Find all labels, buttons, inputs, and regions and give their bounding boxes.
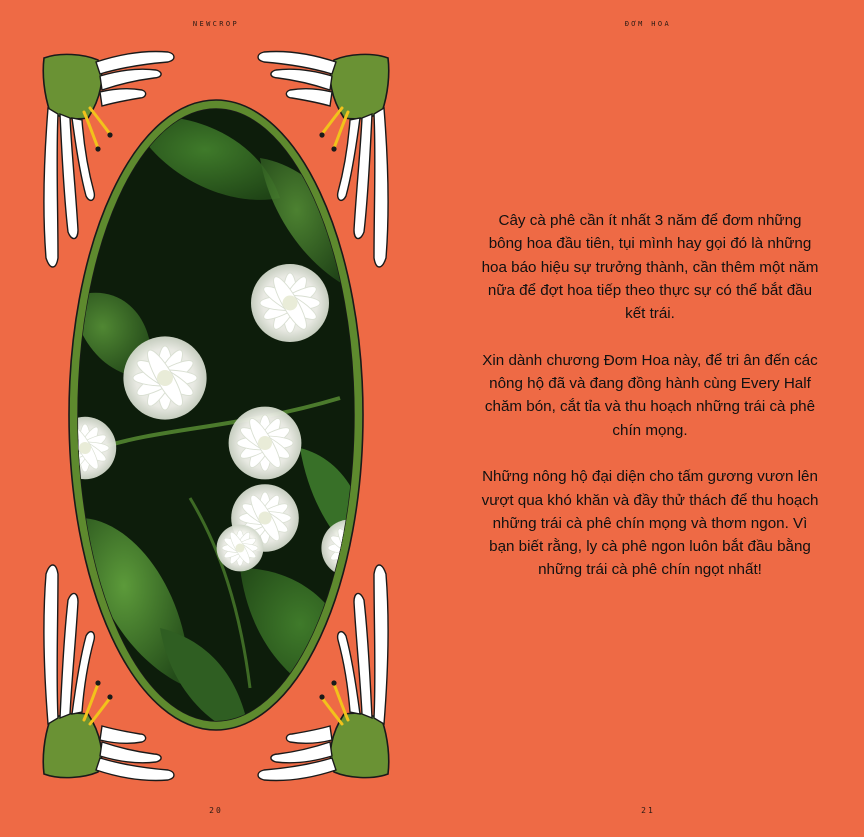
- running-head-right: ĐƠM HOA: [624, 20, 672, 28]
- coffee-blossom-illustration: [40, 48, 392, 784]
- chapter-intro-text: [480, 209, 820, 605]
- coffee-blossom-photo: [54, 103, 379, 738]
- paragraph-3: Những nông hộ đại diện cho tấm gương vươn lên vượt qua khó khăn và đầy thử thách để thu hoạch những trái cà phê chín mọng và thơm ngon. Vì bạn biết rằng, ly cà phê ngon luôn bắt đầu bằng những trái cà phê chín ngọt nhất!: [481, 468, 819, 579]
- page-number-right: 21: [641, 806, 655, 815]
- running-head-left: NEWCROP: [192, 20, 240, 28]
- paragraph-2: Xin dành chương Đơm Hoa này, để tri ân đến các nông hộ đã và đang đồng hành cùng Every Half chăm bón, cắt tỉa và thu hoạch những trái cà phê chín mọng.: [482, 351, 818, 439]
- page-number-left: 20: [209, 806, 223, 815]
- paragraph-1: Cây cà phê cần ít nhất 3 năm để đơm những bông hoa đầu tiên, tụi mình hay gọi đó là những hoa báo hiệu sự trưởng thành, cần thêm một năm nữa để đợt hoa tiếp theo thực sự có thể bắt đầu kết trái.: [481, 212, 819, 323]
- illustration-svg: [40, 48, 392, 784]
